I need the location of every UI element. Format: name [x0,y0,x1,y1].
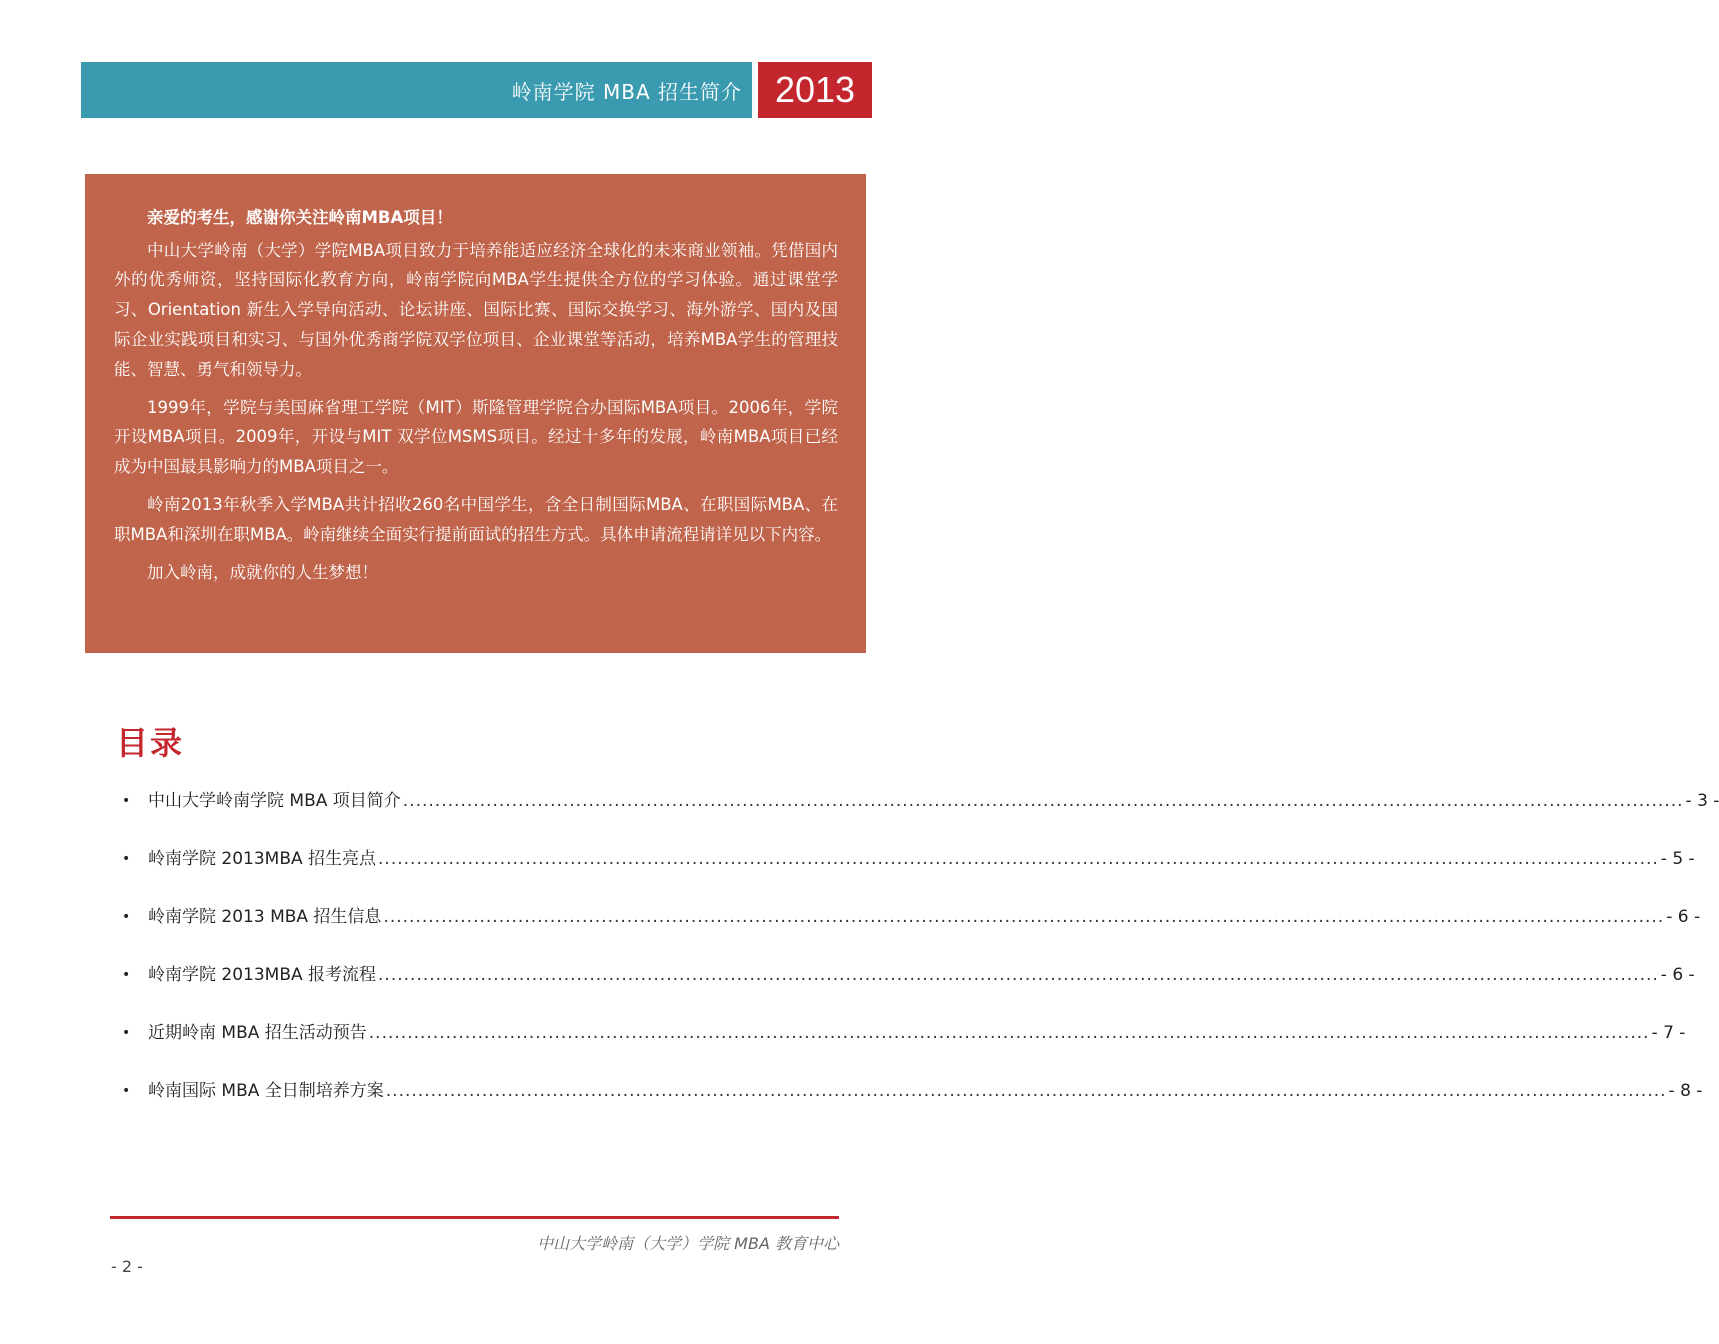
bullet-icon: • [122,967,131,983]
bullet-icon: • [122,851,131,867]
toc-item-title: 中山大学岭南学院 MBA 项目简介 [148,791,401,811]
bullet-icon: • [122,1083,131,1099]
toc-item-title: 岭南学院 2013 MBA 招生信息 [148,907,382,927]
toc-item[interactable] [122,1018,1686,1076]
toc-item-page: - 6 - [1666,907,1701,927]
header-title: 岭南学院 MBA 招生简介 [511,80,742,104]
intro-paragraph: 中山大学岭南（大学）学院MBA项目致力于培养能适应经济全球化的未来商业领袖。凭借国内外的优秀师资，坚持国际化教育方向，岭南学院向MBA学生提供全方位的学习体验。通过课堂学习、Orientation 新生入学导向活动、论坛讲座、国际比赛、国际交换学习、海外游学、国内及国际企业实践项目和实习、与国外优秀商学院双学位项目、企业课堂等活动，培养MBA学生的管理技能、智慧、勇气和领导力。 [114,240,838,379]
toc-item-title: 岭南学院 2013MBA 招生亮点 [148,849,377,869]
toc-item-title: 近期岭南 MBA 招生活动预告 [148,1023,367,1043]
toc-item-title: 岭南国际 MBA 全日制培养方案 [148,1081,384,1101]
toc-item-page: - 6 - [1660,965,1695,985]
bullet-icon: • [122,909,131,925]
toc-heading: 目录 [116,724,185,762]
header-bar [81,62,752,118]
toc-item-page: - 3 - [1685,791,1719,811]
toc-leader-dots: ........................................................................................................................................................................................................ [368,1023,1650,1043]
bullet-icon: • [122,1025,131,1041]
page-number: - 2 - [111,1257,143,1276]
toc-leader-dots: ........................................................................................................................................................................................................ [378,965,1659,985]
toc-item[interactable] [122,960,1695,1018]
intro-paragraph: 1999年，学院与美国麻省理工学院（MIT）斯隆管理学院合办国际MBA项目。2006年，学院开设MBA项目。2009年，开设与MIT 双学位MSMS项目。经过十多年的发展，岭南MBA项目已经成为中国最具影响力的MBA项目之一。 [114,397,838,477]
intro-paragraph: 岭南2013年秋季入学MBA共计招收260名中国学生，含全日制国际MBA、在职国际MBA、在职MBA和深圳在职MBA。岭南继续全面实行提前面试的招生方式。具体申请流程请详见以下内容。 [114,495,838,545]
header-year: 2013 [758,62,872,118]
toc-leader-dots: ........................................................................................................................................................................................................ [378,849,1659,869]
footer-divider [110,1216,839,1219]
intro-box [85,174,866,653]
toc-item[interactable] [122,844,1695,902]
toc-item-title: 岭南学院 2013MBA 报考流程 [148,965,377,985]
toc-item[interactable] [122,902,1701,960]
intro-paragraph: 加入岭南，成就你的人生梦想！ [147,563,378,583]
toc-list [122,786,1719,1134]
bullet-icon: • [122,793,131,809]
footer-organization: 中山大学岭南（大学）学院 MBA 教育中心 [537,1234,839,1253]
toc-item[interactable] [122,1076,1703,1134]
toc-item-page: - 5 - [1660,849,1695,869]
toc-item[interactable] [122,786,1719,844]
toc-leader-dots: ........................................................................................................................................................................................................ [383,907,1665,927]
intro-greeting: 亲爱的考生，感谢你关注岭南MBA项目！ [147,208,453,227]
toc-leader-dots: ........................................................................................................................................................................................................ [402,791,1684,811]
toc-leader-dots: ........................................................................................................................................................................................................ [385,1081,1667,1101]
toc-item-page: - 7 - [1651,1023,1686,1043]
toc-item-page: - 8 - [1668,1081,1703,1101]
